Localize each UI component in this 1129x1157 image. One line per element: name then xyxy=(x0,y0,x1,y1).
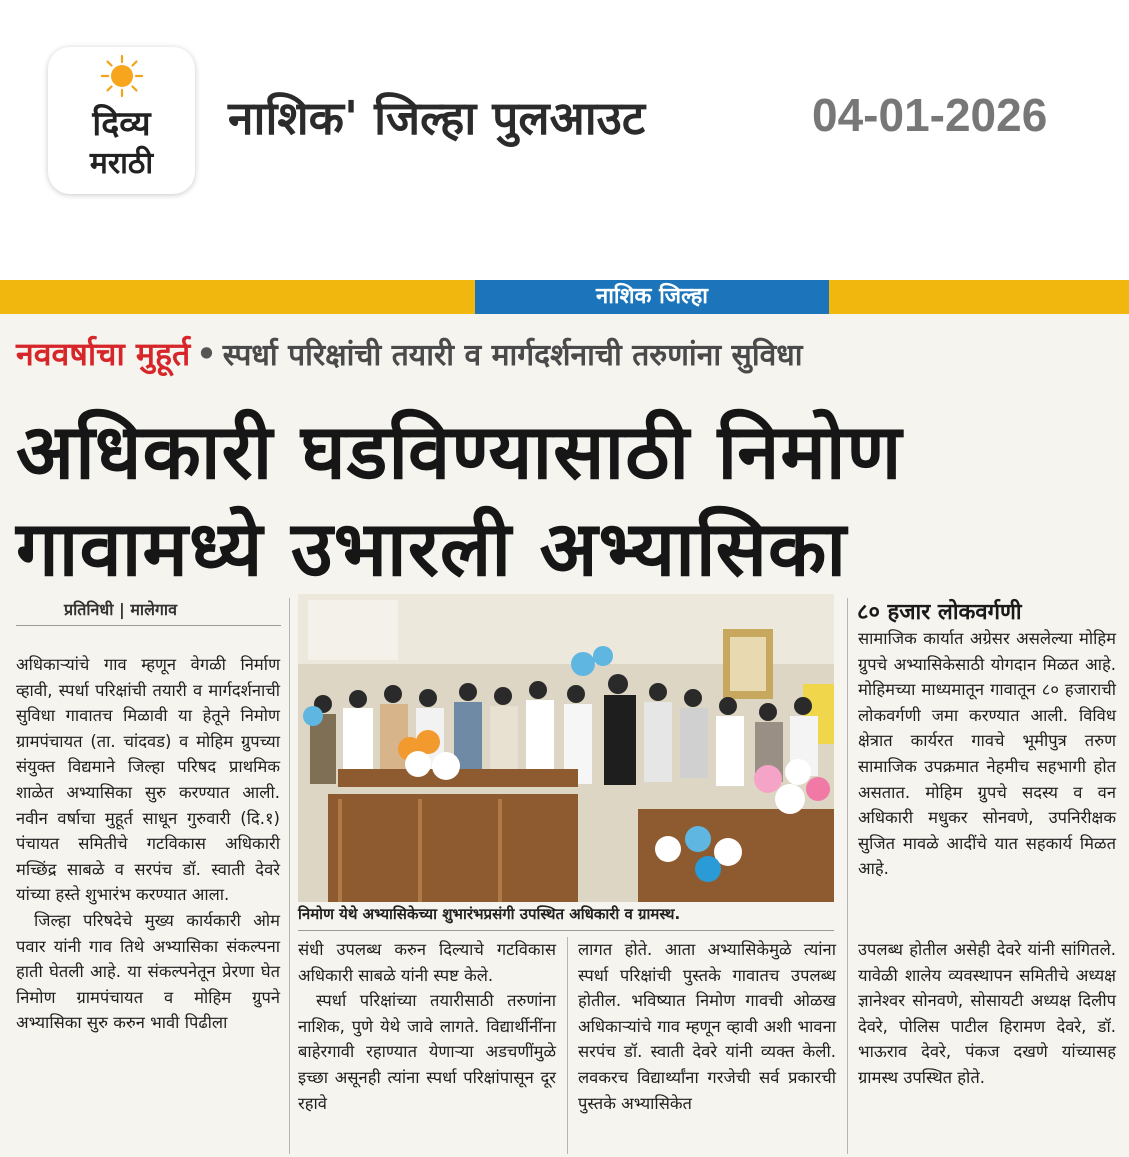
kicker-text: स्पर्धा परिक्षांची तयारी व मार्गदर्शनाची तरुणांना सुविधा xyxy=(222,338,803,373)
app-logo xyxy=(48,47,195,194)
column-divider xyxy=(847,598,848,1154)
sidebar-text xyxy=(858,626,1116,882)
article-column-4 xyxy=(858,937,1116,1091)
logo-text-line2: मराठी xyxy=(89,146,154,181)
page-title: नाशिक' जिल्हा पुलआउट xyxy=(228,91,646,145)
paragraph: लागत होते. आता अभ्यासिकेमुळे त्यांना स्पर्धा परिक्षांची पुस्तके गावातच उपलब्ध होतील. भविष्यात निमोण गावची ओळख अधिकाऱ्यांचे गाव म्हणून व्हावी अशी भावना सरपंच डॉ. स्वाती देवरे यांनी व्यक्त केली. लवकरच विद्यार्थ्यांना गरजेची सर्व प्रकारची पुस्तके अभ्यासिकेत xyxy=(578,940,836,1113)
photo-caption: निमोण येथे अभ्यासिकेच्या शुभारंभप्रसंगी उपस्थित अधिकारी व ग्रामस्थ. xyxy=(298,905,681,923)
headline-line-1: अधिकारी घडविण्यासाठी निमोण xyxy=(16,407,903,496)
paragraph: स्पर्धा परिक्षांच्या तयारीसाठी तरुणांना नाशिक, पुणे येथे जावे लागते. विद्यार्थीनींना बाहेरगावी रहाण्यात येणाऱ्या अडचणींमुळे इच्छा असूनही त्यांना स्पर्धा परिक्षांपासून दूर रहावे xyxy=(298,991,556,1113)
paragraph: जिल्हा परिषदेचे मुख्य कार्यकारी ओम पवार यांनी गाव तिथे अभ्यासिका संकल्पना हाती घेतली आहे. या संकल्पनेतून प्रेरणा घेत निमोण ग्रामपंचायत व मोहिम ग्रुपने अभ्यासिका सुरु करुन भावी पिढीला xyxy=(16,910,280,1033)
newspaper-clipping[interactable] xyxy=(0,280,1129,1157)
article-photo xyxy=(298,594,834,902)
paragraph: संधी उपलब्ध करुन दिल्याचे गटविकास अधिकारी साबळे यांनी स्पष्ट केले. xyxy=(298,940,556,985)
article-column-2 xyxy=(298,937,556,1116)
sidebar-heading: ८० हजार लोकवर्गणी xyxy=(857,600,1022,625)
byline: प्रतिनिधी | मालेगाव xyxy=(64,600,177,619)
paragraph: सामाजिक कार्यात अग्रेसर असलेल्या मोहिम ग्रुपचे अभ्यासिकेसाठी योगदान मिळत आहे. मोहिमच्या माध्यमातून गावातून ८० हजाराची लोकवर्गणी जमा करण्यात आली. विविध क्षेत्रात कार्यरत गावचे भूमीपुत्र तरुण सामाजिक उपक्रमात नेहमीच सहभागी होत असतात. मोहिम ग्रुपचे सदस्य व वन अधिकारी मधुकर सोनवणे, उपनिरीक्षक सुजित मावळे आदींचे यात सहकार्य मिळत आहे. xyxy=(858,629,1116,879)
kicker xyxy=(16,332,803,375)
article-column-3 xyxy=(578,937,836,1116)
publish-date: 04-01-2026 xyxy=(812,89,1048,141)
caption-divider xyxy=(298,930,834,931)
logo-text-line1: दिव्य xyxy=(92,104,151,144)
paragraph: उपलब्ध होतील असेही देवरे यांनी सांगितले. यावेळी शालेय व्यवस्थापन समितीचे अध्यक्ष ज्ञानेश्वर सोनवणे, सोसायटी अध्यक्ष दिलीप देवरे, पोलिस पाटील हिरामण देवरे, डॉ. भाऊराव देवरे, पंकज दखणे यांच्यासह ग्रामस्थ उपस्थित होते. xyxy=(858,940,1116,1087)
article-column-1 xyxy=(16,652,280,1036)
headline-line-2: गावामध्ये उभारली अभ्यासिका xyxy=(16,504,848,593)
sun-icon xyxy=(101,55,143,97)
kicker-separator: • xyxy=(196,335,217,373)
column-divider xyxy=(289,598,290,1154)
kicker-highlight: नववर्षाचा मुहूर्त xyxy=(16,335,191,373)
column-divider xyxy=(567,937,568,1154)
photo-illustration xyxy=(298,594,834,902)
paragraph: अधिकाऱ्यांचे गाव म्हणून वेगळी निर्माण व्हावी, स्पर्धा परिक्षांची तयारी व मार्गदर्शनाची सुविधा गावातच मिळावी या हेतूने निमोण ग्रामपंचायत (ता. चांदवड) व मोहिम ग्रुपच्या संयुक्त विद्यमाने जिल्हा परिषद प्राथमिक शाळेत अभ्यासिका सुरु करण्यात आली. नवीन वर्षाचा मुहूर्त साधून गुरुवारी (दि.१) पंचायत समितीचे गटविकास अधिकारी मच्छिंद्र साबळे व सरपंच डॉ. स्वाती देवरे यांच्या हस्ते शुभारंभ करण्यात आला. xyxy=(16,655,280,905)
byline-divider xyxy=(16,625,281,626)
section-label: नाशिक जिल्हा xyxy=(475,280,829,314)
